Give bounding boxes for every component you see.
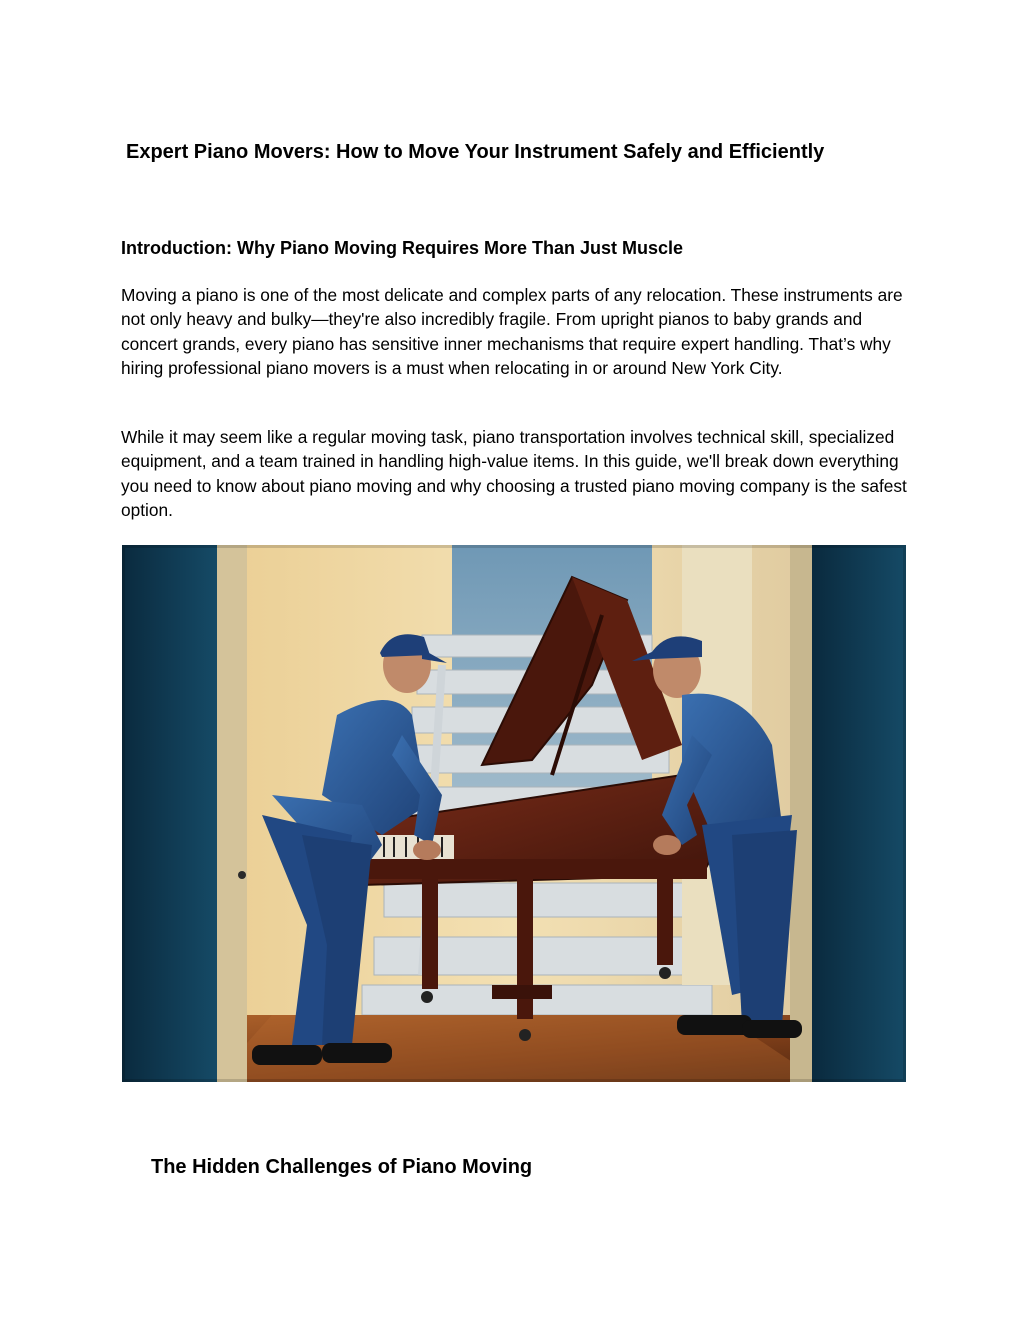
intro-paragraph-2: While it may seem like a regular moving task, piano transportation involves technical skill, specialized equipment, and a team trained in handling high-value items. In this guide, we'll break down everything you need to know about piano moving and why choosing a trusted piano moving company is the safest option. [121,427,907,521]
intro-heading: Introduction: Why Piano Moving Requires More Than Just Muscle [121,238,684,258]
challenges-heading: The Hidden Challenges of Piano Moving [151,1156,533,1178]
intro-paragraph-1: Moving a piano is one of the most delicate and complex parts of any relocation. These instruments are not only heavy and bulky—they're also incredibly fragile. From upright pianos to baby grands and concert grands, every piano has sensitive inner mechanisms that require expert handling. That’s why hiring professional piano movers is a must when relocating in or around New York City. [121,285,903,379]
document-title: Expert Piano Movers: How to Move Your Instrument Safely and Efficiently [126,141,825,163]
piano-movers-photo [122,545,906,1082]
